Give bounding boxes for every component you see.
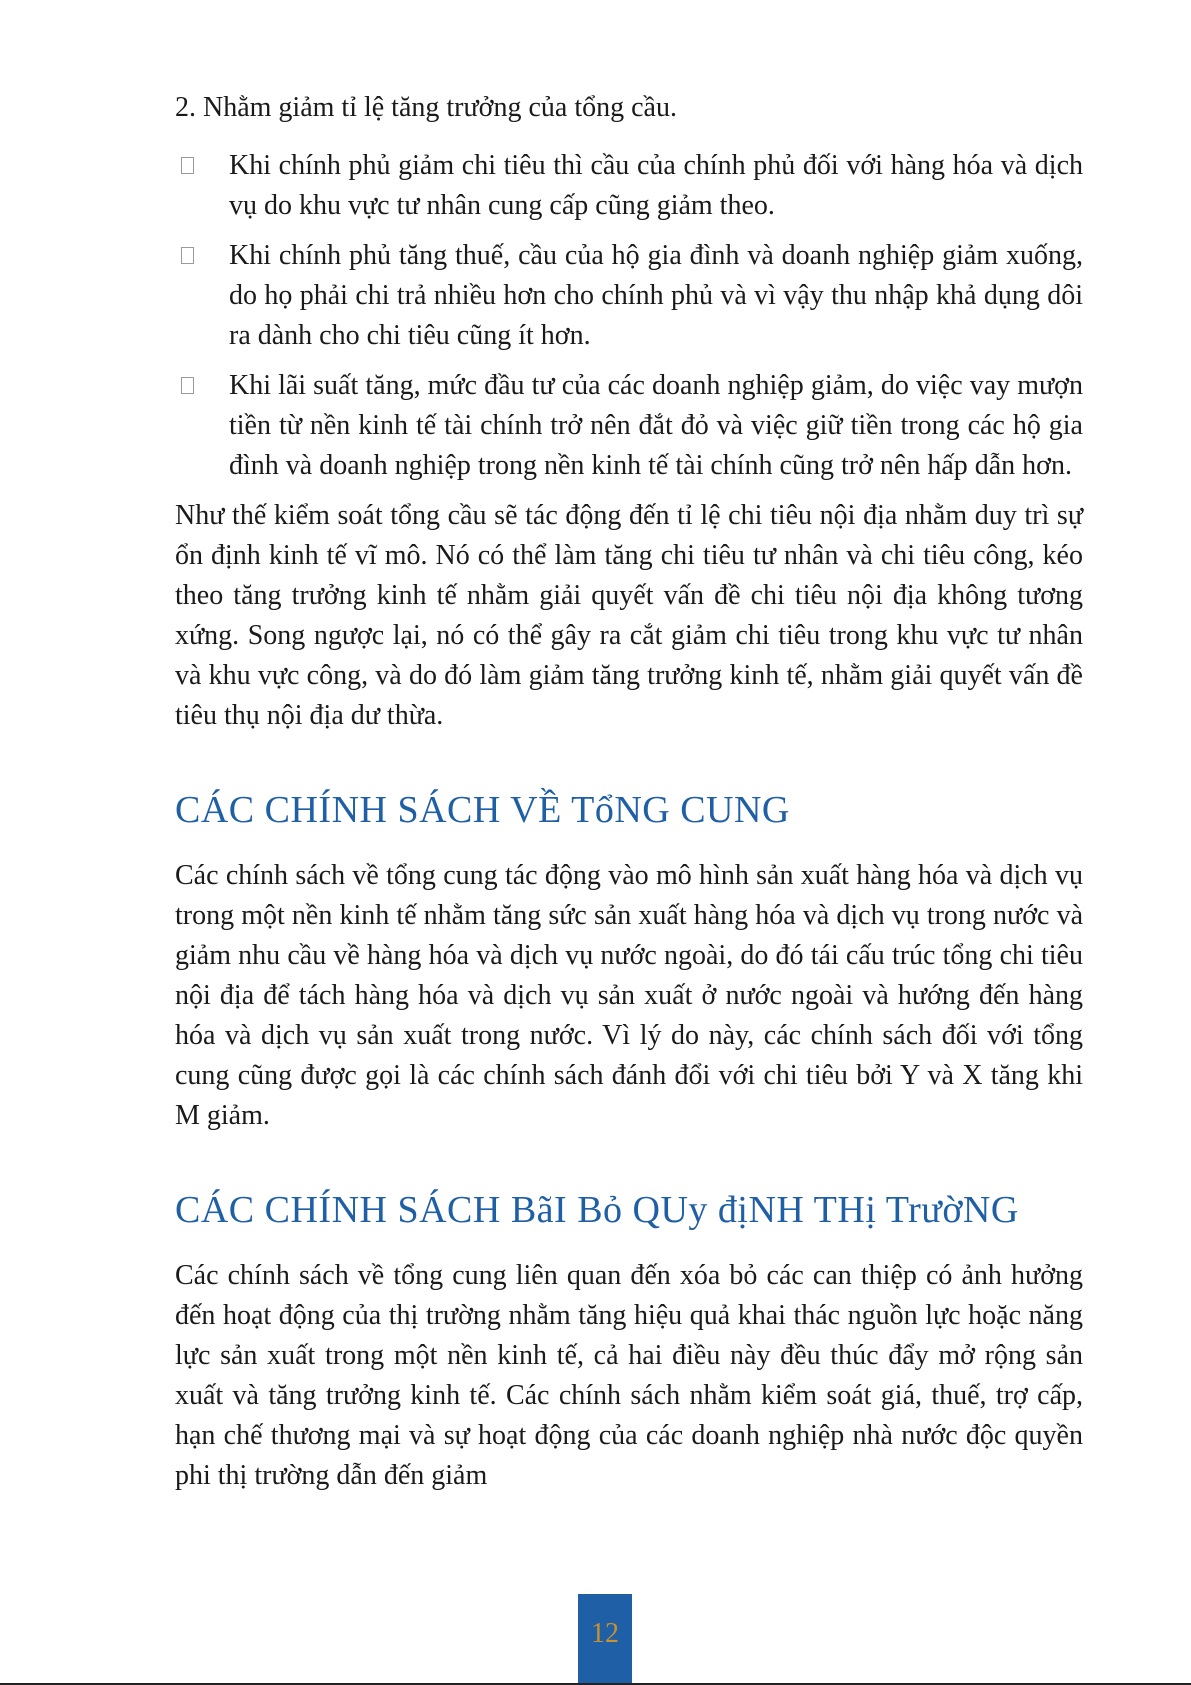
section-heading-deregulation: CÁC CHÍNH SÁCH BãI Bỏ QUy địNH THị TrườNG [175,1189,1019,1231]
checkbox-bullet-icon [181,247,194,264]
paragraph-demand-summary: Như thế kiểm soát tổng cầu sẽ tác động đến tỉ lệ chi tiêu nội địa nhằm duy trì sự ổn định kinh tế vĩ mô. Nó có thể làm tăng chi tiêu tư nhân và chi tiêu công, kéo theo tăng trưởng kinh tế nhằm giải quyết vấn đề chi tiêu nội địa không tương xứng. Song ngược lại, nó có thể gây ra cắt giảm chi tiêu trong khu vực tư nhân và khu vực công, và do đó làm giảm tăng trưởng kinh tế, nhằm giải quyết vấn đề tiêu thụ nội địa dư thừa. [175,500,1083,731]
page-number: 12 [578,1594,632,1685]
intro-line: 2. Nhằm giảm tỉ lệ tăng trưởng của tổng cầu. [175,92,677,123]
section-heading-aggregate-supply: CÁC CHÍNH SÁCH VỀ TổNG CUNG [175,789,790,831]
bullet-item [175,236,1083,356]
page-content [175,88,1083,1496]
bullet-item [175,366,1083,486]
paragraph-aggregate-supply: Các chính sách về tổng cung tác động vào mô hình sản xuất hàng hóa và dịch vụ trong một nền kinh tế nhằm tăng sức sản xuất hàng hóa và dịch vụ trong nước và giảm nhu cầu về hàng hóa và dịch vụ nước ngoài, do đó tái cấu trúc tổng chi tiêu nội địa để tách hàng hóa và dịch vụ sản xuất ở nước ngoài và hướng đến hàng hóa và dịch vụ sản xuất trong nước. Vì lý do này, các chính sách đối với tổng cung cũng được gọi là các chính sách đánh đổi với chi tiêu bởi Y và X tăng khi M giảm. [175,860,1083,1131]
bullet-text: Khi chính phủ giảm chi tiêu thì cầu của chính phủ đối với hàng hóa và dịch vụ do khu vực tư nhân cung cấp cũng giảm theo. [229,150,1083,221]
bullet-text: Khi chính phủ tăng thuế, cầu của hộ gia đình và doanh nghiệp giảm xuống, do họ phải chi trả nhiều hơn cho chính phủ và vì vậy thu nhập khả dụng dôi ra dành cho chi tiêu cũng ít hơn. [229,240,1083,351]
paragraph-deregulation: Các chính sách về tổng cung liên quan đến xóa bỏ các can thiệp có ảnh hưởng đến hoạt động của thị trường nhằm tăng hiệu quả khai thác nguồn lực hoặc năng lực sản xuất trong một nền kinh tế, cả hai điều này đều thúc đẩy mở rộng sản xuất và tăng trưởng kinh tế. Các chính sách nhằm kiểm soát giá, thuế, trợ cấp, hạn chế thương mại và sự hoạt động của các doanh nghiệp nhà nước độc quyền phi thị trường dẫn đến giảm [175,1260,1083,1491]
bullet-item [175,146,1083,226]
bullet-text: Khi lãi suất tăng, mức đầu tư của các doanh nghiệp giảm, do việc vay mượn tiền từ nền kinh tế tài chính trở nên đắt đỏ và việc giữ tiền trong các hộ gia đình và doanh nghiệp trong nền kinh tế tài chính cũng trở nên hấp dẫn hơn. [229,370,1083,481]
checkbox-bullet-icon [181,377,194,394]
checkbox-bullet-icon [181,157,194,174]
